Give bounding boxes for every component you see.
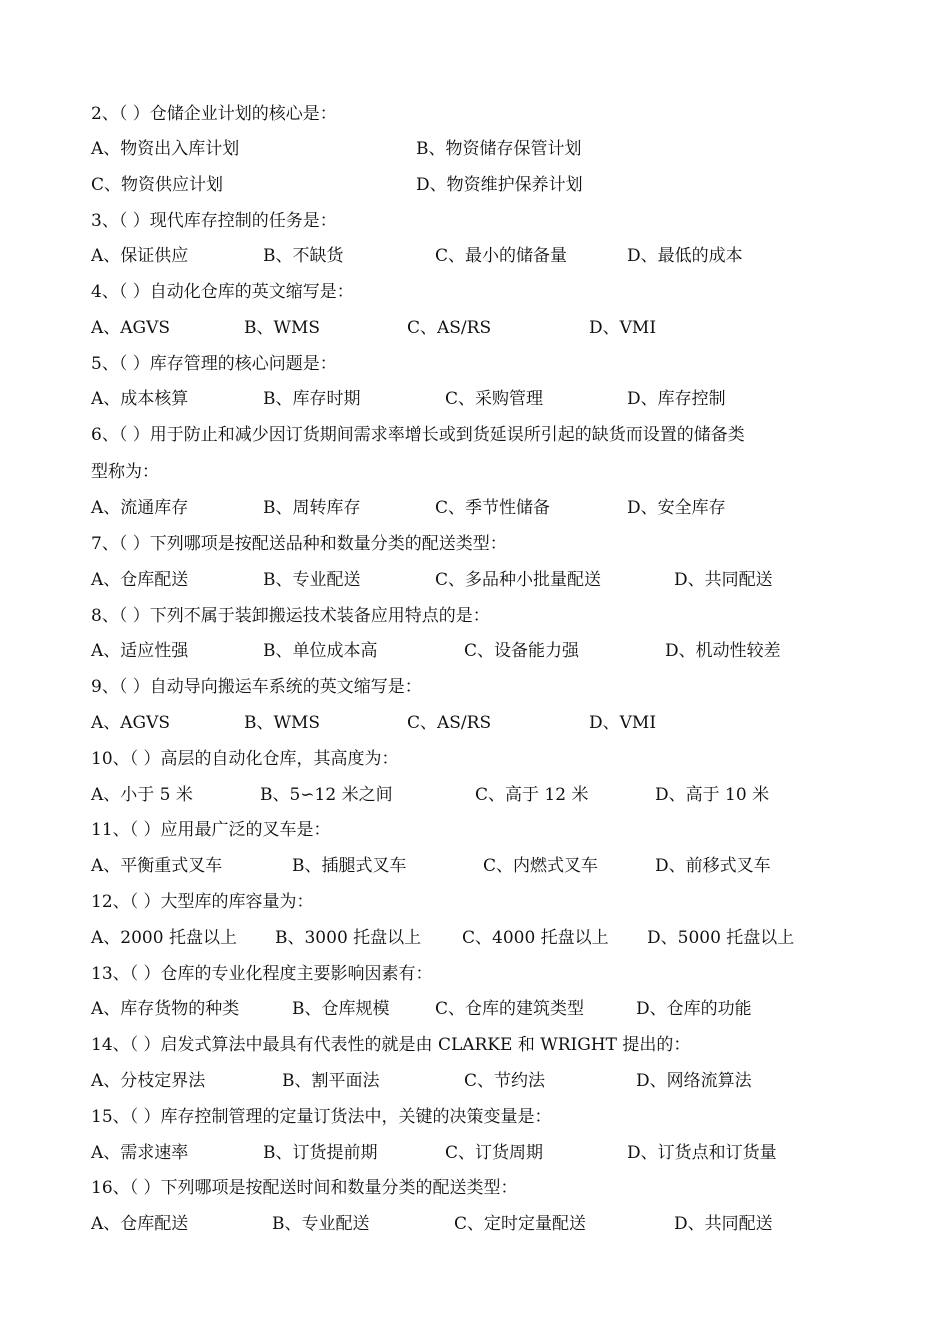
option-c: C、内燃式叉车 [483, 856, 599, 876]
question-stem: 12、（ ）大型库的库容量为： [91, 892, 314, 912]
option-a: A、平衡重式叉车 [91, 856, 223, 876]
option-b: B、周转库存 [263, 498, 361, 518]
option-d: D、机动性较差 [665, 641, 781, 661]
option-d: D、VMI [589, 713, 657, 733]
option-d: D、安全库存 [627, 498, 726, 518]
option-b: B、仓库规模 [292, 999, 390, 1019]
option-d: D、共同配送 [674, 1214, 773, 1234]
question-stem: 9、（ ）自动导向搬运车系统的英文缩写是： [91, 677, 422, 697]
option-b: B、5∽12 米之间 [260, 785, 393, 805]
option-b: B、物资储存保管计划 [416, 139, 582, 159]
option-a: A、AGVS [91, 713, 171, 733]
option-b: B、库存时期 [263, 389, 361, 409]
question-stem: 8、（ ）下列不属于装卸搬运技术装备应用特点的是： [91, 606, 490, 626]
question-stem-continuation: 型称为： [91, 462, 159, 482]
question-stem: 11、（ ）应用最广泛的叉车是： [91, 820, 331, 840]
option-c: C、节约法 [464, 1071, 546, 1091]
option-a: A、适应性强 [91, 641, 189, 661]
option-a: A、流通库存 [91, 498, 189, 518]
option-c: C、定时定量配送 [454, 1214, 587, 1234]
question-stem: 6、（ ）用于防止和减少因订货期间需求率增长或到货延误所引起的缺货而设置的储备类 [91, 425, 745, 445]
option-a: A、AGVS [91, 318, 171, 338]
question-stem: 3、（ ）现代库存控制的任务是： [91, 211, 337, 231]
option-a: A、仓库配送 [91, 1214, 189, 1234]
option-b: B、插腿式叉车 [292, 856, 407, 876]
question-stem: 13、（ ）仓库的专业化程度主要影响因素有： [91, 964, 433, 984]
option-a: A、库存货物的种类 [91, 999, 240, 1019]
option-d: D、VMI [589, 318, 657, 338]
option-a: A、分枝定界法 [91, 1071, 206, 1091]
option-c: C、4000 托盘以上 [462, 928, 609, 948]
option-d: D、共同配送 [674, 570, 773, 590]
option-b: B、WMS [244, 318, 321, 338]
question-stem: 10、（ ）高层的自动化仓库，其高度为： [91, 749, 399, 769]
option-d: D、5000 托盘以上 [647, 928, 795, 948]
option-b: B、3000 托盘以上 [275, 928, 422, 948]
option-a: A、保证供应 [91, 246, 189, 266]
option-b: B、单位成本高 [263, 641, 378, 661]
question-stem: 2、（ ）仓储企业计划的核心是： [91, 104, 337, 124]
question-stem: 5、（ ）库存管理的核心问题是： [91, 354, 337, 374]
option-c: C、高于 12 米 [475, 785, 589, 805]
question-stem: 15、（ ）库存控制管理的定量订货法中，关键的决策变量是： [91, 1107, 552, 1127]
option-c: C、订货周期 [445, 1143, 544, 1163]
option-c: C、采购管理 [445, 389, 544, 409]
option-a: A、需求速率 [91, 1143, 189, 1163]
option-d: D、高于 10 米 [655, 785, 770, 805]
option-d: D、网络流算法 [636, 1071, 752, 1091]
option-d: D、订货点和订货量 [627, 1143, 777, 1163]
question-stem: 14、（ ）启发式算法中最具有代表性的就是由 CLARKE 和 WRIGHT 提出的： [91, 1035, 691, 1055]
option-b: B、WMS [244, 713, 321, 733]
option-c: C、季节性储备 [435, 498, 551, 518]
option-c: C、仓库的建筑类型 [435, 999, 585, 1019]
option-d: D、最低的成本 [627, 246, 743, 266]
option-c: C、多品种小批量配送 [435, 570, 602, 590]
option-b: B、不缺货 [263, 246, 344, 266]
option-b: B、订货提前期 [263, 1143, 378, 1163]
question-stem: 16、（ ）下列哪项是按配送时间和数量分类的配送类型： [91, 1178, 518, 1198]
option-c: C、设备能力强 [464, 641, 580, 661]
option-a: A、2000 托盘以上 [91, 928, 237, 948]
option-b: B、专业配送 [263, 570, 361, 590]
option-d: D、仓库的功能 [636, 999, 752, 1019]
option-c: C、AS/RS [407, 713, 492, 733]
option-a: A、成本核算 [91, 389, 189, 409]
option-d: D、前移式叉车 [655, 856, 771, 876]
option-a: A、仓库配送 [91, 570, 189, 590]
option-a: A、小于 5 米 [91, 785, 193, 805]
option-c: C、物资供应计划 [91, 175, 224, 195]
option-a: A、物资出入库计划 [91, 139, 240, 159]
option-b: B、割平面法 [282, 1071, 380, 1091]
option-b: B、专业配送 [272, 1214, 370, 1234]
option-c: C、最小的储备量 [435, 246, 568, 266]
option-d: D、物资维护保养计划 [416, 175, 583, 195]
option-d: D、库存控制 [627, 389, 726, 409]
option-c: C、AS/RS [407, 318, 492, 338]
question-stem: 7、（ ）下列哪项是按配送品种和数量分类的配送类型： [91, 534, 507, 554]
question-stem: 4、（ ）自动化仓库的英文缩写是： [91, 282, 354, 302]
